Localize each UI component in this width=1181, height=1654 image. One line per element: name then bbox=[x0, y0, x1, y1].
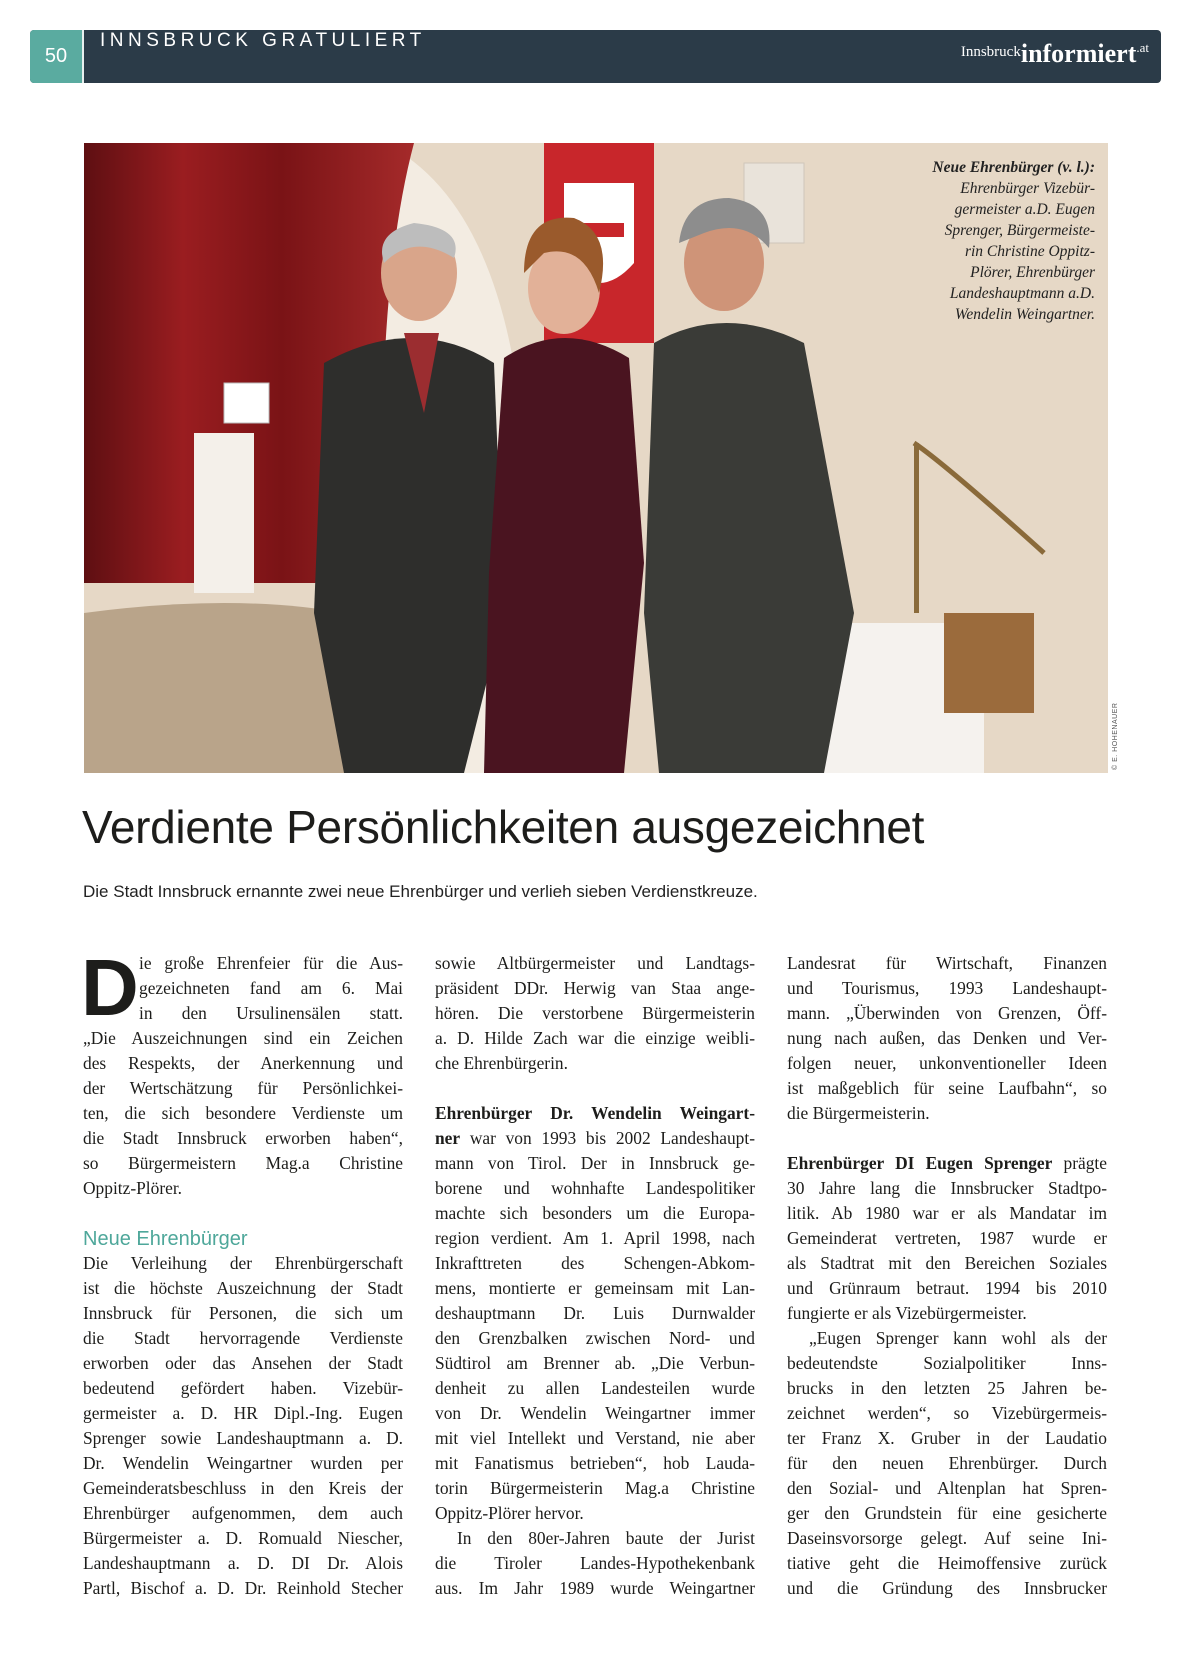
article-column-3 bbox=[787, 951, 1107, 1601]
caption-line: Sprenger, Bürgermeiste- bbox=[944, 222, 1095, 239]
caption-line: Landeshauptmann a.D. bbox=[949, 285, 1095, 302]
text-line: „Die Auszeichnungen sind ein Zeichen bbox=[83, 1028, 403, 1048]
text-line: Dr. Wendelin Weingartner wurden per bbox=[83, 1453, 403, 1473]
text-line: von Dr. Wendelin Weingartner immer bbox=[435, 1403, 755, 1423]
line-text: prägte bbox=[1052, 1153, 1107, 1173]
article-column-2 bbox=[435, 951, 755, 1601]
text-line: Landeshauptmann a. D. DI Dr. Alois bbox=[83, 1553, 403, 1573]
article-title: Verdiente Persönlichkeiten ausgezeichnet bbox=[82, 801, 925, 853]
text-line: Südtirol am Brenner ab. „Die Verbun- bbox=[435, 1353, 755, 1373]
text-line: Landesrat für Wirtschaft, Finanzen bbox=[787, 953, 1107, 973]
text-line: hören. Die verstorbene Bürgermeisterin bbox=[435, 1003, 755, 1023]
text-line: tiative geht die Heimoffensive zurück bbox=[787, 1553, 1107, 1573]
text-line bbox=[787, 1151, 1107, 1176]
text-line: ist maßgeblich für seine Laufbahn“, so bbox=[787, 1078, 1107, 1098]
text-line: aus. Im Jahr 1989 wurde Weingartner bbox=[435, 1578, 755, 1598]
text-line bbox=[435, 1076, 755, 1101]
text-line bbox=[435, 1101, 755, 1126]
text-line: mit viel Intellekt und Verstand, nie aber bbox=[435, 1428, 755, 1448]
text-line: borene und wohnhafte Landespolitiker bbox=[435, 1178, 755, 1198]
text-line: machte sich besonders um die Europa- bbox=[435, 1203, 755, 1223]
text-line: deshauptmann Dr. Luis Durnwalder bbox=[435, 1303, 755, 1323]
logo-main: informiert bbox=[1020, 39, 1137, 68]
section-title: INNSBRUCK GRATULIERT bbox=[100, 30, 426, 51]
text-line: Die Verleihung der Ehrenbürgerschaft bbox=[83, 1253, 403, 1273]
text-line: in den Ursulinensälen statt. bbox=[139, 1003, 403, 1023]
article-subtitle: Die Stadt Innsbruck ernannte zwei neue Ehrenbürger und verlieh sieben Verdienstkreuze. bbox=[83, 882, 758, 901]
text-line: zeichnet werden“, so Vizebürgermeis- bbox=[787, 1403, 1107, 1423]
text-line: mann. „Überwinden von Grenzen, Öff- bbox=[787, 1003, 1107, 1023]
text-line: als Stadtrat mit den Bereichen Soziales bbox=[787, 1253, 1107, 1273]
text-line: torin Bürgermeisterin Mag.a Christine bbox=[435, 1478, 755, 1498]
figure-left bbox=[314, 338, 504, 773]
text-line: ten, die sich besondere Verdienste um bbox=[83, 1103, 403, 1123]
text-line: Daseinsvorsorge gelegt. Auf seine Ini- bbox=[787, 1528, 1107, 1548]
text-line: In den 80er-Jahren baute der Jurist bbox=[457, 1528, 755, 1548]
text-line: mit Fanatismus betrieben“, hob Lauda- bbox=[435, 1453, 755, 1473]
text-line: die Stadt hervorragende Verdienste bbox=[83, 1328, 403, 1348]
text-line: nung nach außen, das Denken und Ver- bbox=[787, 1028, 1107, 1048]
text-line: che Ehrenbürgerin. bbox=[435, 1053, 568, 1073]
section-heading: Neue Ehrenbürger bbox=[83, 1228, 248, 1250]
text-line: Partl, Bischof a. D. Dr. Reinhold Stecher bbox=[83, 1578, 403, 1598]
photo-credit: © E. HOHENAUER bbox=[1112, 702, 1119, 770]
text-line: Gemeinderatsbeschluss in den Kreis der bbox=[83, 1478, 403, 1498]
publication-logo bbox=[961, 39, 1149, 69]
text-line bbox=[83, 1201, 403, 1226]
photo-caption bbox=[895, 157, 1095, 325]
text-line: germeister a. D. HR Dipl.-Ing. Eugen bbox=[83, 1403, 403, 1423]
page-header bbox=[30, 30, 1161, 83]
text-line: 30 Jahre lang die Innsbrucker Stadtpo- bbox=[787, 1178, 1107, 1198]
text-line: gezeichneten fand am 6. Mai bbox=[139, 978, 403, 998]
text-line: bedeutend gefördert haben. Vizebür- bbox=[83, 1378, 403, 1398]
bold-lead-in: Ehrenbürger DI Eugen Sprenger bbox=[787, 1153, 1053, 1173]
caption-line: germeister a.D. Eugen bbox=[954, 201, 1095, 218]
logo-prefix: Innsbruck bbox=[960, 44, 1021, 60]
text-line: fungierte er als Vizebürgermeister. bbox=[787, 1303, 1027, 1323]
drop-cap: D bbox=[81, 943, 139, 1032]
text-line: mann von Tirol. Der in Innsbruck ge- bbox=[435, 1153, 755, 1173]
text-line: und Grünraum betraut. 1994 bis 2010 bbox=[787, 1278, 1107, 1298]
text-line: sowie Altbürgermeister und Landtags- bbox=[435, 953, 755, 973]
text-line: Ehrenbürger aufgenommen, dem auch bbox=[83, 1503, 403, 1523]
text-line: und Tourismus, 1993 Landeshaupt- bbox=[787, 978, 1107, 998]
text-line: Gemeinderat vertreten, 1987 wurde er bbox=[787, 1228, 1107, 1248]
caption-line: Plörer, Ehrenbürger bbox=[970, 264, 1095, 281]
bold-lead-in: Ehrenbürger Dr. Wendelin Weingart- bbox=[435, 1103, 755, 1123]
text-line: und die Gründung des Innsbrucker bbox=[787, 1578, 1107, 1598]
text-line: für den neuen Ehrenbürger. Durch bbox=[787, 1453, 1107, 1473]
text-line: ist die höchste Auszeichnung der Stadt bbox=[83, 1278, 403, 1298]
text-line: folgen neuer, unkonventioneller Ideen bbox=[787, 1053, 1107, 1073]
text-line: a. D. Hilde Zach war die einzige weibli- bbox=[435, 1028, 755, 1048]
text-line: mens, montierte er gemeinsam mit Lan- bbox=[435, 1278, 755, 1298]
text-line: „Eugen Sprenger kann wohl als der bbox=[809, 1328, 1107, 1348]
logo-suffix: .at bbox=[1136, 40, 1149, 55]
article-column-1 bbox=[81, 943, 403, 1601]
text-line bbox=[787, 1126, 1107, 1151]
caption-heading: Neue Ehrenbürger (v. l.): bbox=[932, 159, 1095, 176]
ceremony-photo bbox=[84, 143, 1108, 773]
text-line: Innsbruck für Personen, die sich um bbox=[83, 1303, 403, 1323]
text-line: ie große Ehrenfeier für die Aus- bbox=[139, 953, 403, 973]
text-line: die Bürgermeisterin. bbox=[787, 1103, 930, 1123]
bold-lead-in: ner bbox=[435, 1128, 461, 1148]
text-line bbox=[435, 1126, 755, 1151]
text-line: erworben oder das Ansehen der Stadt bbox=[83, 1353, 403, 1373]
caption-line: Wendelin Weingartner. bbox=[954, 306, 1095, 323]
text-line: Sprenger sowie Landeshauptmann a. D. bbox=[83, 1428, 403, 1448]
text-line: den Grenzbalken zwischen Nord- und bbox=[435, 1328, 755, 1348]
figure-center bbox=[484, 338, 644, 773]
text-line: Inkrafttreten des Schengen-Abkom- bbox=[435, 1253, 755, 1273]
text-line: brucks in den letzten 25 Jahren be- bbox=[787, 1378, 1107, 1398]
text-line: den Sozial- und Altenplan hat Spren- bbox=[787, 1478, 1107, 1498]
text-line: Oppitz-Plörer. bbox=[83, 1178, 183, 1198]
text-line: region verdient. Am 1. April 1998, nach bbox=[435, 1228, 755, 1248]
text-line: denheit zu allen Landesteilen wurde bbox=[435, 1378, 755, 1398]
text-line: Bürgermeister a. D. Romuald Niescher, bbox=[83, 1528, 403, 1548]
text-line: ger den Grundstein für eine gesicherte bbox=[787, 1503, 1107, 1523]
text-line: so Bürgermeistern Mag.a Christine bbox=[83, 1153, 403, 1173]
caption-line: rin Christine Oppitz- bbox=[964, 243, 1095, 260]
text-line: die Tiroler Landes-Hypothekenbank bbox=[435, 1553, 755, 1573]
text-line: ter Franz X. Gruber in der Laudatio bbox=[787, 1428, 1107, 1448]
caption-line: Ehrenbürger Vizebür- bbox=[960, 180, 1095, 197]
text-line: der Wertschätzung für Persönlichkei- bbox=[83, 1078, 403, 1098]
line-text: war von 1993 bis 2002 Landeshaupt- bbox=[460, 1128, 755, 1148]
text-line: präsident DDr. Herwig van Staa ange- bbox=[435, 978, 755, 998]
text-line: des Respekts, der Anerkennung und bbox=[83, 1053, 403, 1073]
text-line: litik. Ab 1980 war er als Mandatar im bbox=[787, 1203, 1107, 1223]
text-line: die Stadt Innsbruck erworben haben“, bbox=[83, 1128, 403, 1148]
text-line: bedeutendste Sozialpolitiker Inns- bbox=[787, 1353, 1107, 1373]
page-number: 50 bbox=[30, 30, 84, 83]
text-line: Oppitz-Plörer hervor. bbox=[435, 1503, 584, 1523]
